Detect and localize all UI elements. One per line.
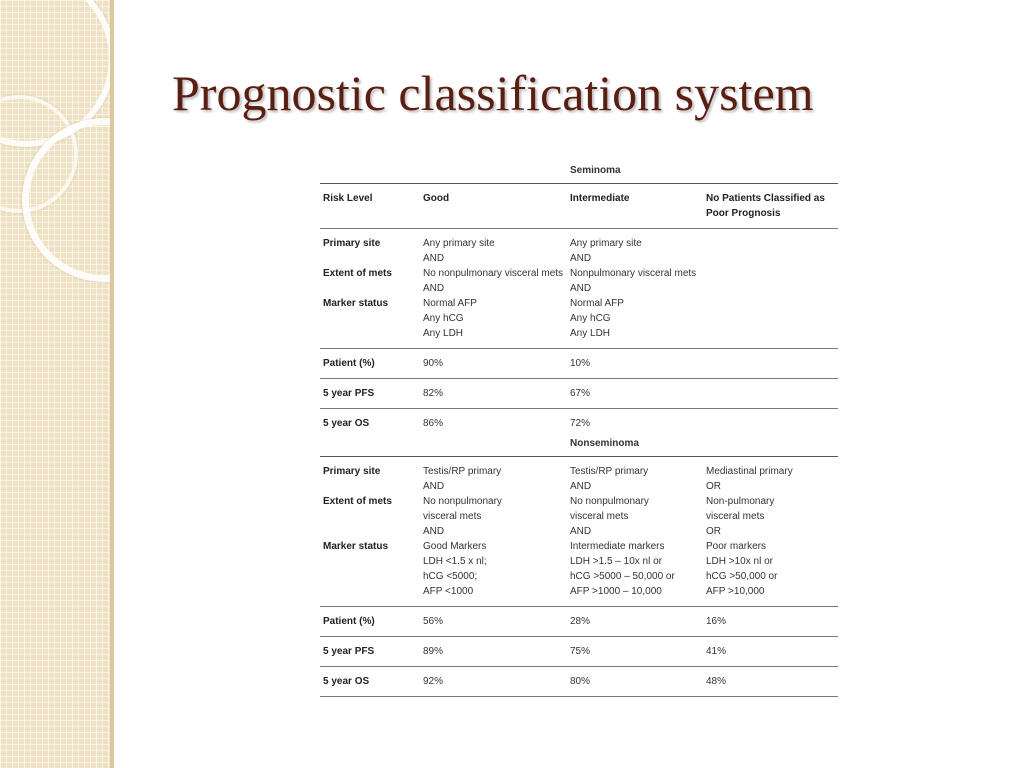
nonseminoma-heading-row [320, 431, 838, 457]
header-intermediate: Intermediate [567, 184, 703, 229]
classification-table [320, 158, 838, 697]
nonseminoma-poor-criteria: Mediastinal primary OR Non-pulmonary visceral mets OR Poor markers LDH >10x nl or hCG >50,000 or AFP >10,000 [703, 457, 838, 607]
nonseminoma-os-row: 5 year OS 92% 80% 48% [320, 667, 838, 697]
seminoma-pfs-row: 5 year PFS 82% 67% [320, 379, 838, 409]
seminoma-patient-row: Patient (%) 90% 10% [320, 349, 838, 379]
seminoma-criteria-row [320, 229, 838, 349]
row-label-extent-of-mets: Extent of mets [323, 268, 392, 279]
seminoma-heading-row [320, 158, 838, 184]
nonseminoma-pfs-row: 5 year PFS 89% 75% 41% [320, 637, 838, 667]
nonseminoma-criteria-row [320, 457, 838, 607]
decorative-side-strip [0, 0, 113, 768]
row-label-marker-status: Marker status [323, 298, 389, 309]
header-poor: No Patients Classified as Poor Prognosis [703, 184, 838, 229]
slide-title: Prognostic classification system [172, 65, 814, 121]
decorative-strip-edge [110, 0, 114, 768]
row-label-primary-site: Primary site [323, 238, 381, 249]
seminoma-os-row: 5 year OS 86% 72% [320, 409, 838, 432]
header-risk-level: Risk Level [320, 184, 420, 229]
table-header-row [320, 184, 838, 229]
header-good: Good [420, 184, 567, 229]
row-label-marker-status: Marker status [323, 541, 389, 552]
seminoma-good-criteria: Any primary site AND No nonpulmonary visceral mets AND Normal AFP Any hCG Any LDH [420, 229, 567, 349]
nonseminoma-good-criteria: Testis/RP primary AND No nonpulmonary visceral mets AND Good Markers LDH <1.5 x nl; hCG <5000; AFP <1000 [420, 457, 567, 607]
nonseminoma-patient-row: Patient (%) 56% 28% 16% [320, 607, 838, 637]
row-label-primary-site: Primary site [323, 466, 381, 477]
seminoma-heading: Seminoma [570, 165, 621, 176]
nonseminoma-heading: Nonseminoma [570, 438, 639, 449]
row-label-extent-of-mets: Extent of mets [323, 496, 392, 507]
seminoma-intermediate-criteria: Any primary site AND Nonpulmonary visceral mets AND Normal AFP Any hCG Any LDH [567, 229, 703, 349]
nonseminoma-intermediate-criteria: Testis/RP primary AND No nonpulmonary visceral mets AND Intermediate markers LDH >1.5 – 10x nl or hCG >5000 – 50,000 or AFP >1000 – 10,000 [567, 457, 703, 607]
